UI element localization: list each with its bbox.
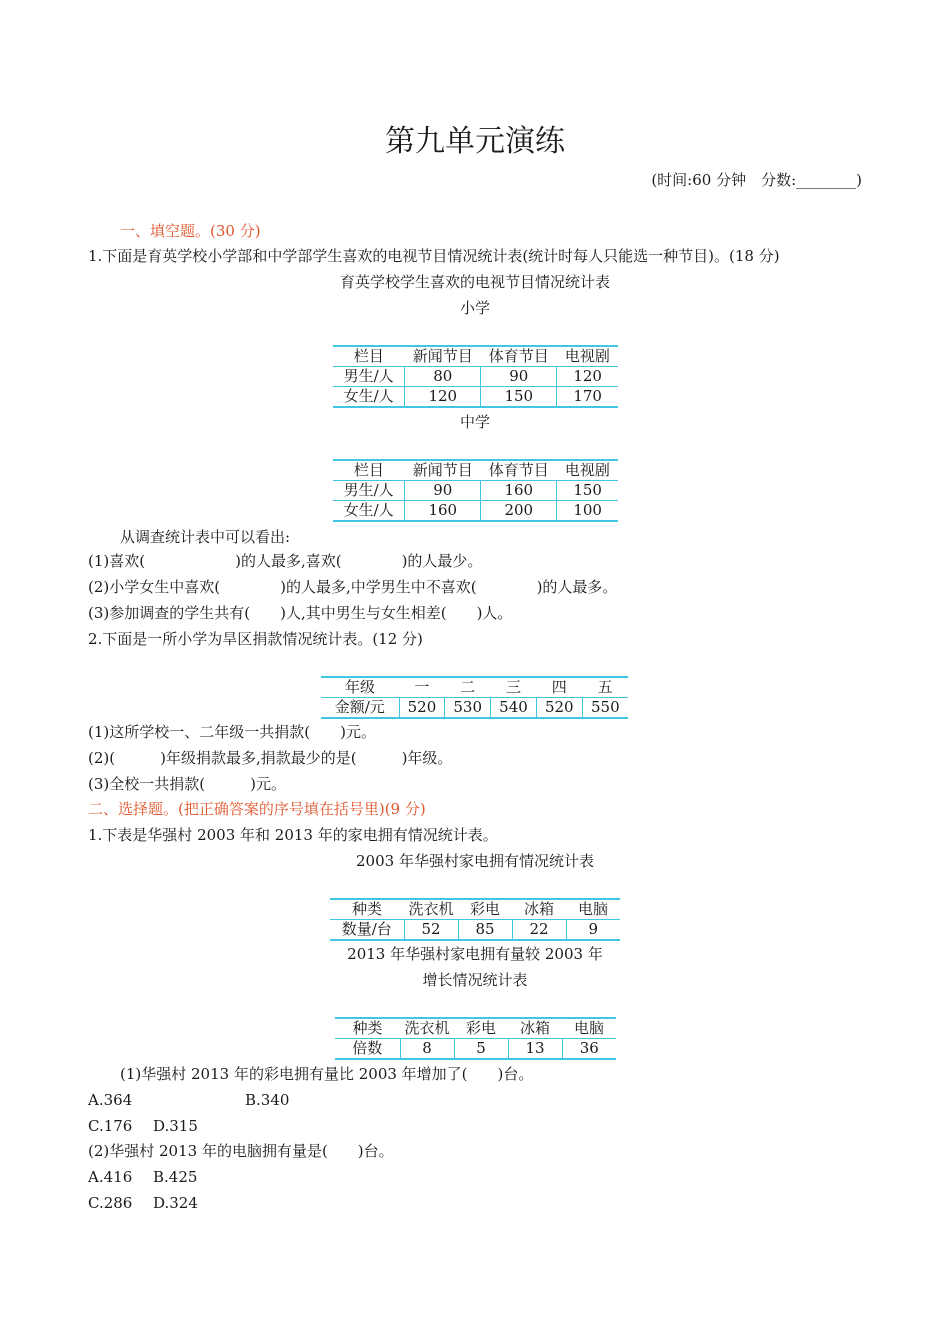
donation-table: [321, 676, 628, 719]
table-cell: 550: [582, 698, 628, 719]
table-cell: 170: [557, 387, 618, 408]
appliance-growth-table: [335, 1017, 616, 1060]
table-row: [321, 698, 628, 719]
table-2013-title-line2: 增长情况统计表: [422, 971, 528, 989]
option-c: C.176: [88, 1117, 133, 1135]
section1-heading: 一、填空题。(30 分): [120, 222, 261, 240]
middle-school-table: [333, 459, 618, 522]
table-cell: 520: [399, 698, 445, 719]
table-row: [335, 1039, 616, 1060]
table-cell: 体育节目: [488, 461, 549, 479]
table-row: [333, 387, 618, 408]
table-cell: 90: [481, 367, 557, 387]
table-cell: 倍数: [335, 1039, 400, 1060]
table-cell: 电视剧: [564, 347, 610, 365]
option-a: A.416: [88, 1168, 133, 1186]
table-cell: 女生/人: [333, 501, 405, 522]
table-2003-title: 2003 年华强村家电拥有情况统计表: [356, 852, 594, 870]
option-d: D.315: [153, 1117, 198, 1135]
table-cell: 200: [481, 501, 557, 522]
q1-stem: 1.下面是育英学校小学部和中学部学生喜欢的电视节目情况统计表(统计时每人只能选一种节目)。(18 分): [88, 247, 780, 265]
table-cell: 种类: [351, 900, 382, 918]
table-cell: 5: [454, 1039, 508, 1060]
q1-sub1: (1)喜欢( )的人最多,喜欢( )的人最少。: [88, 552, 483, 570]
table-cell: 13: [508, 1039, 562, 1060]
s2-sub1: (1)华强村 2013 年的彩电拥有量比 2003 年增加了( )台。: [120, 1065, 534, 1083]
table-cell: 160: [481, 481, 557, 501]
option-c: C.286: [88, 1194, 133, 1212]
table-cell: 洗衣机: [404, 1019, 450, 1037]
table-header-row: [321, 677, 628, 698]
option-b: B.340: [245, 1091, 290, 1109]
table-cell: 85: [458, 920, 512, 941]
table-row: [333, 481, 618, 501]
table-cell: 一: [414, 678, 430, 696]
q1-intro: 从调查统计表中可以看出:: [120, 528, 291, 546]
table-cell: 男生/人: [333, 367, 405, 387]
q2-sub2: (2)( )年级捐款最多,捐款最少的是( )年级。: [88, 749, 453, 767]
middle-label: 中学: [459, 413, 490, 431]
table-cell: 女生/人: [333, 387, 405, 408]
table-cell: 冰箱: [523, 900, 554, 918]
q1-table-title: 育英学校学生喜欢的电视节目情况统计表: [339, 273, 610, 291]
table-cell: 彩电: [465, 1019, 496, 1037]
primary-school-table: [333, 345, 618, 408]
table-cell: 电脑: [573, 1019, 604, 1037]
table-cell: 洗衣机: [408, 900, 454, 918]
table-header-row: [333, 346, 618, 367]
table-cell: 栏目: [353, 461, 384, 479]
table-cell: 22: [512, 920, 566, 941]
table-cell: 36: [562, 1039, 616, 1060]
s2-sub2: (2)华强村 2013 年的电脑拥有量是( )台。: [88, 1142, 394, 1160]
table-cell: 年级: [345, 678, 376, 696]
q1-sub2: (2)小学女生中喜欢( )的人最多,中学男生中不喜欢( )的人最多。: [88, 578, 618, 596]
table-header-row: [333, 460, 618, 481]
table-cell: 150: [557, 481, 618, 501]
table-cell: 男生/人: [333, 481, 405, 501]
table-cell: 520: [536, 698, 582, 719]
table-cell: 80: [405, 367, 481, 387]
table-cell: 52: [404, 920, 458, 941]
table-cell: 540: [491, 698, 537, 719]
section2-heading: 二、选择题。(把正确答案的序号填在括号里)(9 分): [88, 800, 426, 818]
time-score-info: (时间:60 分钟 分数:________): [651, 171, 862, 189]
table-cell: 100: [557, 501, 618, 522]
option-d: D.324: [153, 1194, 198, 1212]
table-cell: 金额/元: [321, 698, 399, 719]
table-cell: 体育节目: [488, 347, 549, 365]
q2-stem: 2.下面是一所小学为旱区捐款情况统计表。(12 分): [88, 630, 423, 648]
page-title: 第九单元演练: [385, 124, 565, 159]
table-cell: 电视剧: [564, 461, 610, 479]
table-row: [333, 501, 618, 522]
table-cell: 彩电: [469, 900, 500, 918]
table-cell: 120: [405, 387, 481, 408]
table-cell: 二: [460, 678, 476, 696]
q1-sub3: (3)参加调查的学生共有( )人,其中男生与女生相差( )人。: [88, 604, 513, 622]
table-cell: 五: [597, 678, 613, 696]
option-a: A.364: [88, 1091, 133, 1109]
table-cell: 90: [405, 481, 481, 501]
option-b: B.425: [153, 1168, 198, 1186]
table-cell: 冰箱: [519, 1019, 550, 1037]
primary-label: 小学: [459, 299, 490, 317]
table-cell: 150: [481, 387, 557, 408]
table-2013-title-line1: 2013 年华强村家电拥有量较 2003 年: [347, 945, 603, 963]
table-header-row: [335, 1018, 616, 1039]
table-cell: 栏目: [353, 347, 384, 365]
table-row: [333, 367, 618, 387]
s2-q1-stem: 1.下表是华强村 2003 年和 2013 年的家电拥有情况统计表。: [88, 826, 498, 844]
table-cell: 160: [405, 501, 481, 522]
table-cell: 530: [445, 698, 491, 719]
table-row: [330, 920, 620, 941]
appliance-2003-table: [330, 898, 620, 941]
table-cell: 新闻节目: [412, 347, 473, 365]
q2-sub1: (1)这所学校一、二年级一共捐款( )元。: [88, 723, 376, 741]
table-cell: 电脑: [577, 900, 608, 918]
table-header-row: [330, 899, 620, 920]
table-cell: 种类: [352, 1019, 383, 1037]
table-cell: 120: [557, 367, 618, 387]
table-cell: 8: [400, 1039, 454, 1060]
table-cell: 三: [505, 678, 521, 696]
table-cell: 四: [551, 678, 567, 696]
q2-sub3: (3)全校一共捐款( )元。: [88, 775, 286, 793]
table-cell: 数量/台: [330, 920, 404, 941]
table-cell: 9: [566, 920, 620, 941]
table-cell: 新闻节目: [412, 461, 473, 479]
